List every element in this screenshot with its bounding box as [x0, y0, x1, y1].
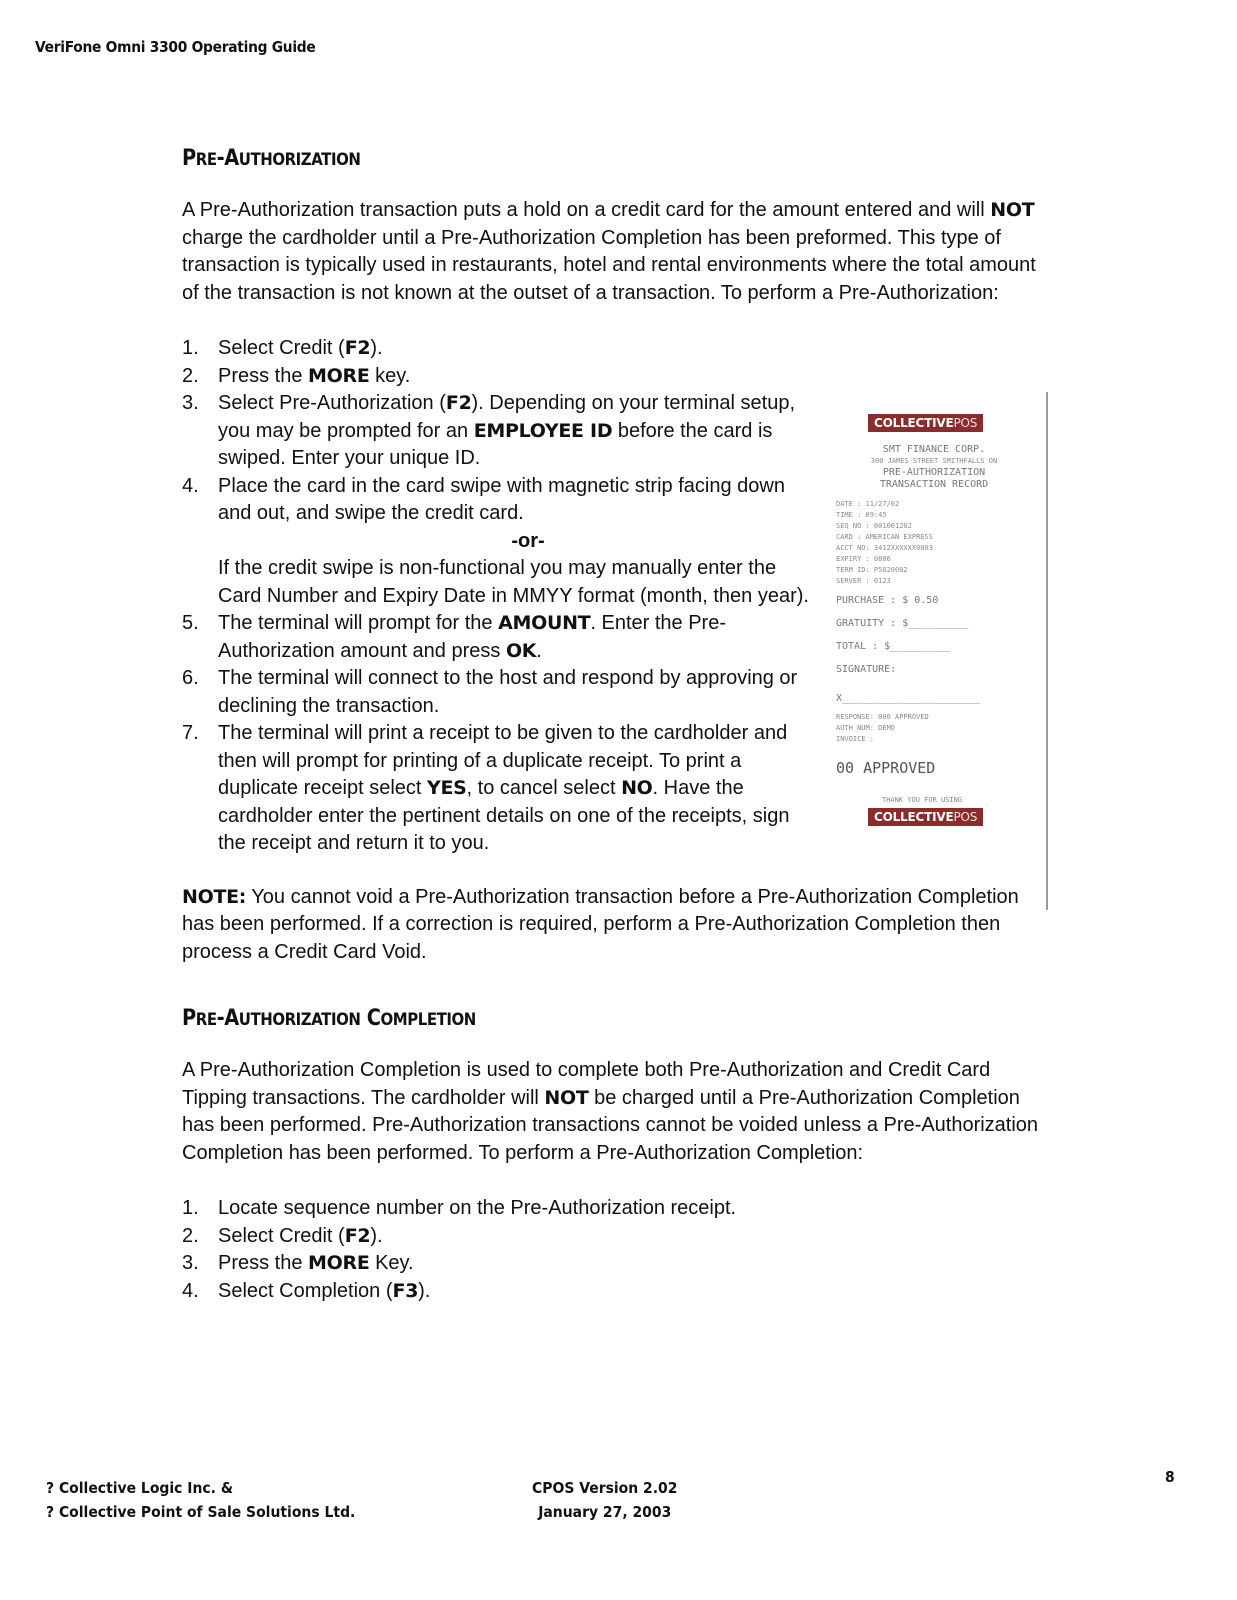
receipt-field: EXPIRY : 0806	[836, 555, 891, 563]
receipt-title-1: PRE-AUTHORIZATION	[882, 467, 986, 478]
receipt-field: SEQ NO : 001001202	[836, 522, 912, 530]
receipt-signature: SIGNATURE:	[836, 664, 897, 675]
receipt-signature-line: X_______________________	[836, 693, 981, 704]
intro-paragraph: A Pre-Authorization transaction puts a hold on a credit card for the amount entered and will NOT charge the cardholder until a Pre-Authorization Completion has been preformed. This type of transaction is typically used in restaurants, hotel and rental environments where the total amount of the transaction is not known at the outset of a transaction. To perform a Pre-Authorization:	[182, 199, 1036, 304]
receipt-response: RESPONSE: 000 APPROVED	[836, 713, 929, 721]
list-item: 3. Select Pre-Authorization (F2). Depending on your terminal setup, you may be prompted for an EMPLOYEE ID before the card is swiped. Enter your unique ID.	[182, 392, 796, 469]
collectivepos-logo: COLLECTIVEPOS	[868, 414, 983, 432]
or-separator: -or-	[511, 529, 545, 552]
receipt-field: CARD : AMERICAN EXPRESS	[836, 533, 933, 541]
note-label: NOTE:	[182, 885, 247, 908]
list-item: 5. The terminal will prompt for the AMOUNT. Enter the Pre-Authorization amount and press OK.	[182, 612, 726, 662]
receipt-edge	[1046, 392, 1048, 910]
list-item: 1. Locate sequence number on the Pre-Authorization receipt.	[182, 1197, 737, 1219]
completion-steps	[182, 1195, 1056, 1305]
receipt-auth: AUTH NUM: DEMO	[836, 724, 896, 732]
receipt-field: TERM ID: P5020002	[836, 566, 908, 574]
footer-copyright: ? Collective Logic Inc. & ? Collective Point of Sale Solutions Ltd.	[46, 1479, 356, 1521]
list-item: 7. The terminal will print a receipt to be given to the cardholder and then will prompt for printing of a duplicate receipt. To print a duplicate receipt select YES, to cancel select NO. Have the cardholder enter the pertinent details on one of the receipts, sign the receipt and return it to you.	[182, 722, 790, 854]
receipt-gratuity: GRATUITY : $__________	[836, 618, 969, 629]
receipt-address: 300 JAMES STREET SMITHFALLS ON	[870, 457, 998, 465]
completion-intro-paragraph: A Pre-Authorization Completion is used to complete both Pre-Authorization and Credit Card Tipping transactions. The cardholder will NOT be charged until a Pre-Authorization Completion has been performed. Pre-Authorization transactions cannot be voided unless a Pre-Authorization Completion has been performed. To perform a Pre-Authorization Completion:	[182, 1059, 1039, 1164]
receipt-field: TIME : 09:45	[836, 511, 887, 519]
list-item: 2. Press the MORE key.	[182, 364, 411, 387]
list-item: 4. Place the card in the card swipe with magnetic strip facing down and out, and swipe the credit card. -or- If the credit swipe is non-functional you may manually enter the Card Number and Expiry Date in MMYY format (month, then year).	[182, 473, 812, 611]
list-item: 1. Select Credit (F2).	[182, 337, 383, 359]
page-number: 8	[1165, 1468, 1175, 1486]
receipt-field: ACCT NO: 3412XXXXXX0003	[836, 544, 933, 552]
step-alternative: If the credit swipe is non-functional you may manually enter the Card Number and Expiry Date in MMYY format (month, then year).	[218, 557, 809, 607]
pre-auth-steps	[182, 335, 812, 858]
receipt-thanks: THANK YOU FOR USING	[882, 796, 963, 804]
list-item: 4. Select Completion (F3).	[182, 1279, 431, 1302]
receipt-company: SMT FINANCE CORP.	[882, 444, 986, 455]
receipt-field: DATE : 11/27/02	[836, 500, 900, 508]
list-item: 6. The terminal will connect to the host and respond by approving or declining the transaction.	[182, 667, 798, 717]
receipt-field: SERVER : 0123	[836, 577, 891, 585]
collectivepos-logo-bottom: COLLECTIVEPOS	[868, 808, 983, 826]
section-heading-pre-authorization: PRE-AUTHORIZATION	[182, 146, 361, 171]
receipt-fields	[836, 499, 1048, 587]
receipt-title-2: TRANSACTION RECORD	[879, 479, 989, 490]
receipt-approved: 00 APPROVED	[836, 759, 936, 777]
receipt-invoice: INVOICE :	[836, 735, 874, 743]
list-item: 2. Select Credit (F2).	[182, 1224, 383, 1247]
section-heading-completion: PRE-AUTHORIZATION COMPLETION	[182, 1006, 476, 1031]
list-item: 3. Press the MORE Key.	[182, 1252, 414, 1274]
note-paragraph: NOTE: You cannot void a Pre-Authorization transaction before a Pre-Authorization Completion has been performed. If a correction is required, perform a Pre-Authorization Completion then process a Credit Card Void.	[182, 885, 1019, 963]
receipt-image	[836, 392, 1048, 910]
footer-version: CPOS Version 2.02 January 27, 2003	[532, 1479, 678, 1521]
receipt-purchase: PURCHASE : $ 0.50	[836, 595, 939, 606]
document-header: VeriFone Omni 3300 Operating Guide	[35, 38, 316, 56]
receipt-total: TOTAL : $__________	[836, 641, 951, 652]
